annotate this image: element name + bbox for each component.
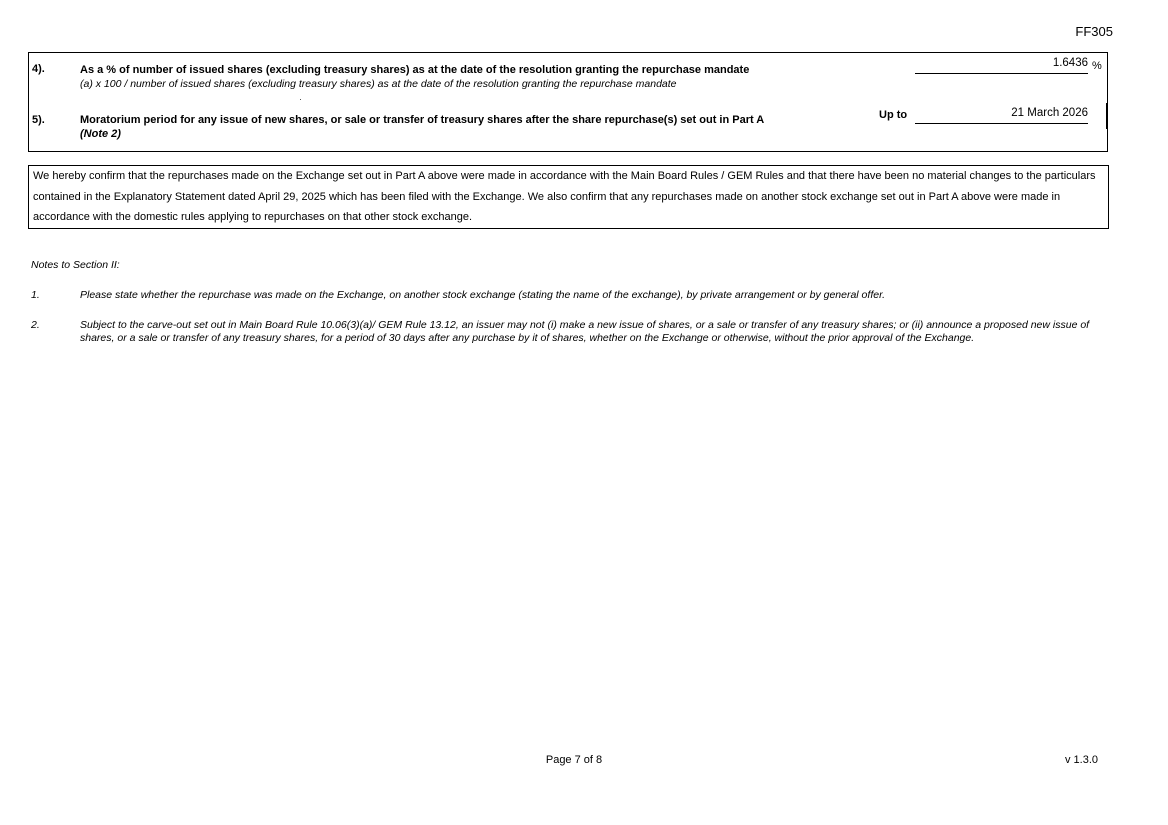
row-title: As a % of number of issued shares (excluding treasury shares) as at the date of the resolution granting the repurchase mandate xyxy=(80,64,750,76)
confirmation-statement: We hereby confirm that the repurchases made on the Exchange set out in Part A above were made in accordance with the Main Board Rules / GEM Rules and that there have been no material changes to the particulars contained in the Explanatory Statement dated April 29, 2025 which has been filed with the Exchange. We also confirm that any repurchases made on another stock exchange set out in Part A above were made in accordance with the domestic rules applying to repurchases on that other stock exchange. xyxy=(28,165,1109,229)
moratorium-date-field[interactable]: 21 March 2026 xyxy=(915,107,1088,124)
notes-title: Notes to Section II: xyxy=(31,259,120,271)
form-code: FF305 xyxy=(1075,24,1113,39)
page-number: Page 7 of 8 xyxy=(545,754,603,766)
percentage-value-field[interactable]: 1.6436 xyxy=(915,57,1088,74)
row-title: Moratorium period for any issue of new shares, or sale or transfer of treasury shares after the share repurchase(s) set out in Part A xyxy=(80,114,765,126)
note-text: Subject to the carve-out set out in Main Board Rule 10.06(3)(a)/ GEM Rule 13.12, an issuer may not (i) make a new issue of shares, or a sale or transfer of any treasury shares; or (ii) announce a proposed new issue of shares, or a sale or transfer of any treasury shares, for a period of 30 days after any purchase by it of shares, whether on the Exchange or otherwise, without the prior approval of the Exchange. xyxy=(80,319,1090,344)
row-note: (Note 2) xyxy=(80,128,121,140)
row-number: 5). xyxy=(32,114,45,126)
up-to-label: Up to xyxy=(879,109,908,121)
row-right-divider xyxy=(1106,103,1107,129)
version-label: v 1.3.0 xyxy=(1064,754,1098,766)
note-number: 2. xyxy=(31,319,40,331)
dot-mark xyxy=(300,99,301,100)
mandate-details-box xyxy=(28,52,1108,152)
row-subtitle: (a) x 100 / number of issued shares (excluding treasury shares) as at the date of the resolution granting the repurchase mandate xyxy=(80,78,677,90)
percentage-unit: % xyxy=(1092,60,1102,72)
row-number: 4). xyxy=(32,63,45,75)
note-number: 1. xyxy=(31,289,40,301)
note-text: Please state whether the repurchase was made on the Exchange, on another stock exchange (stating the name of the exchange), by private arrangement or by general offer. xyxy=(80,289,886,301)
